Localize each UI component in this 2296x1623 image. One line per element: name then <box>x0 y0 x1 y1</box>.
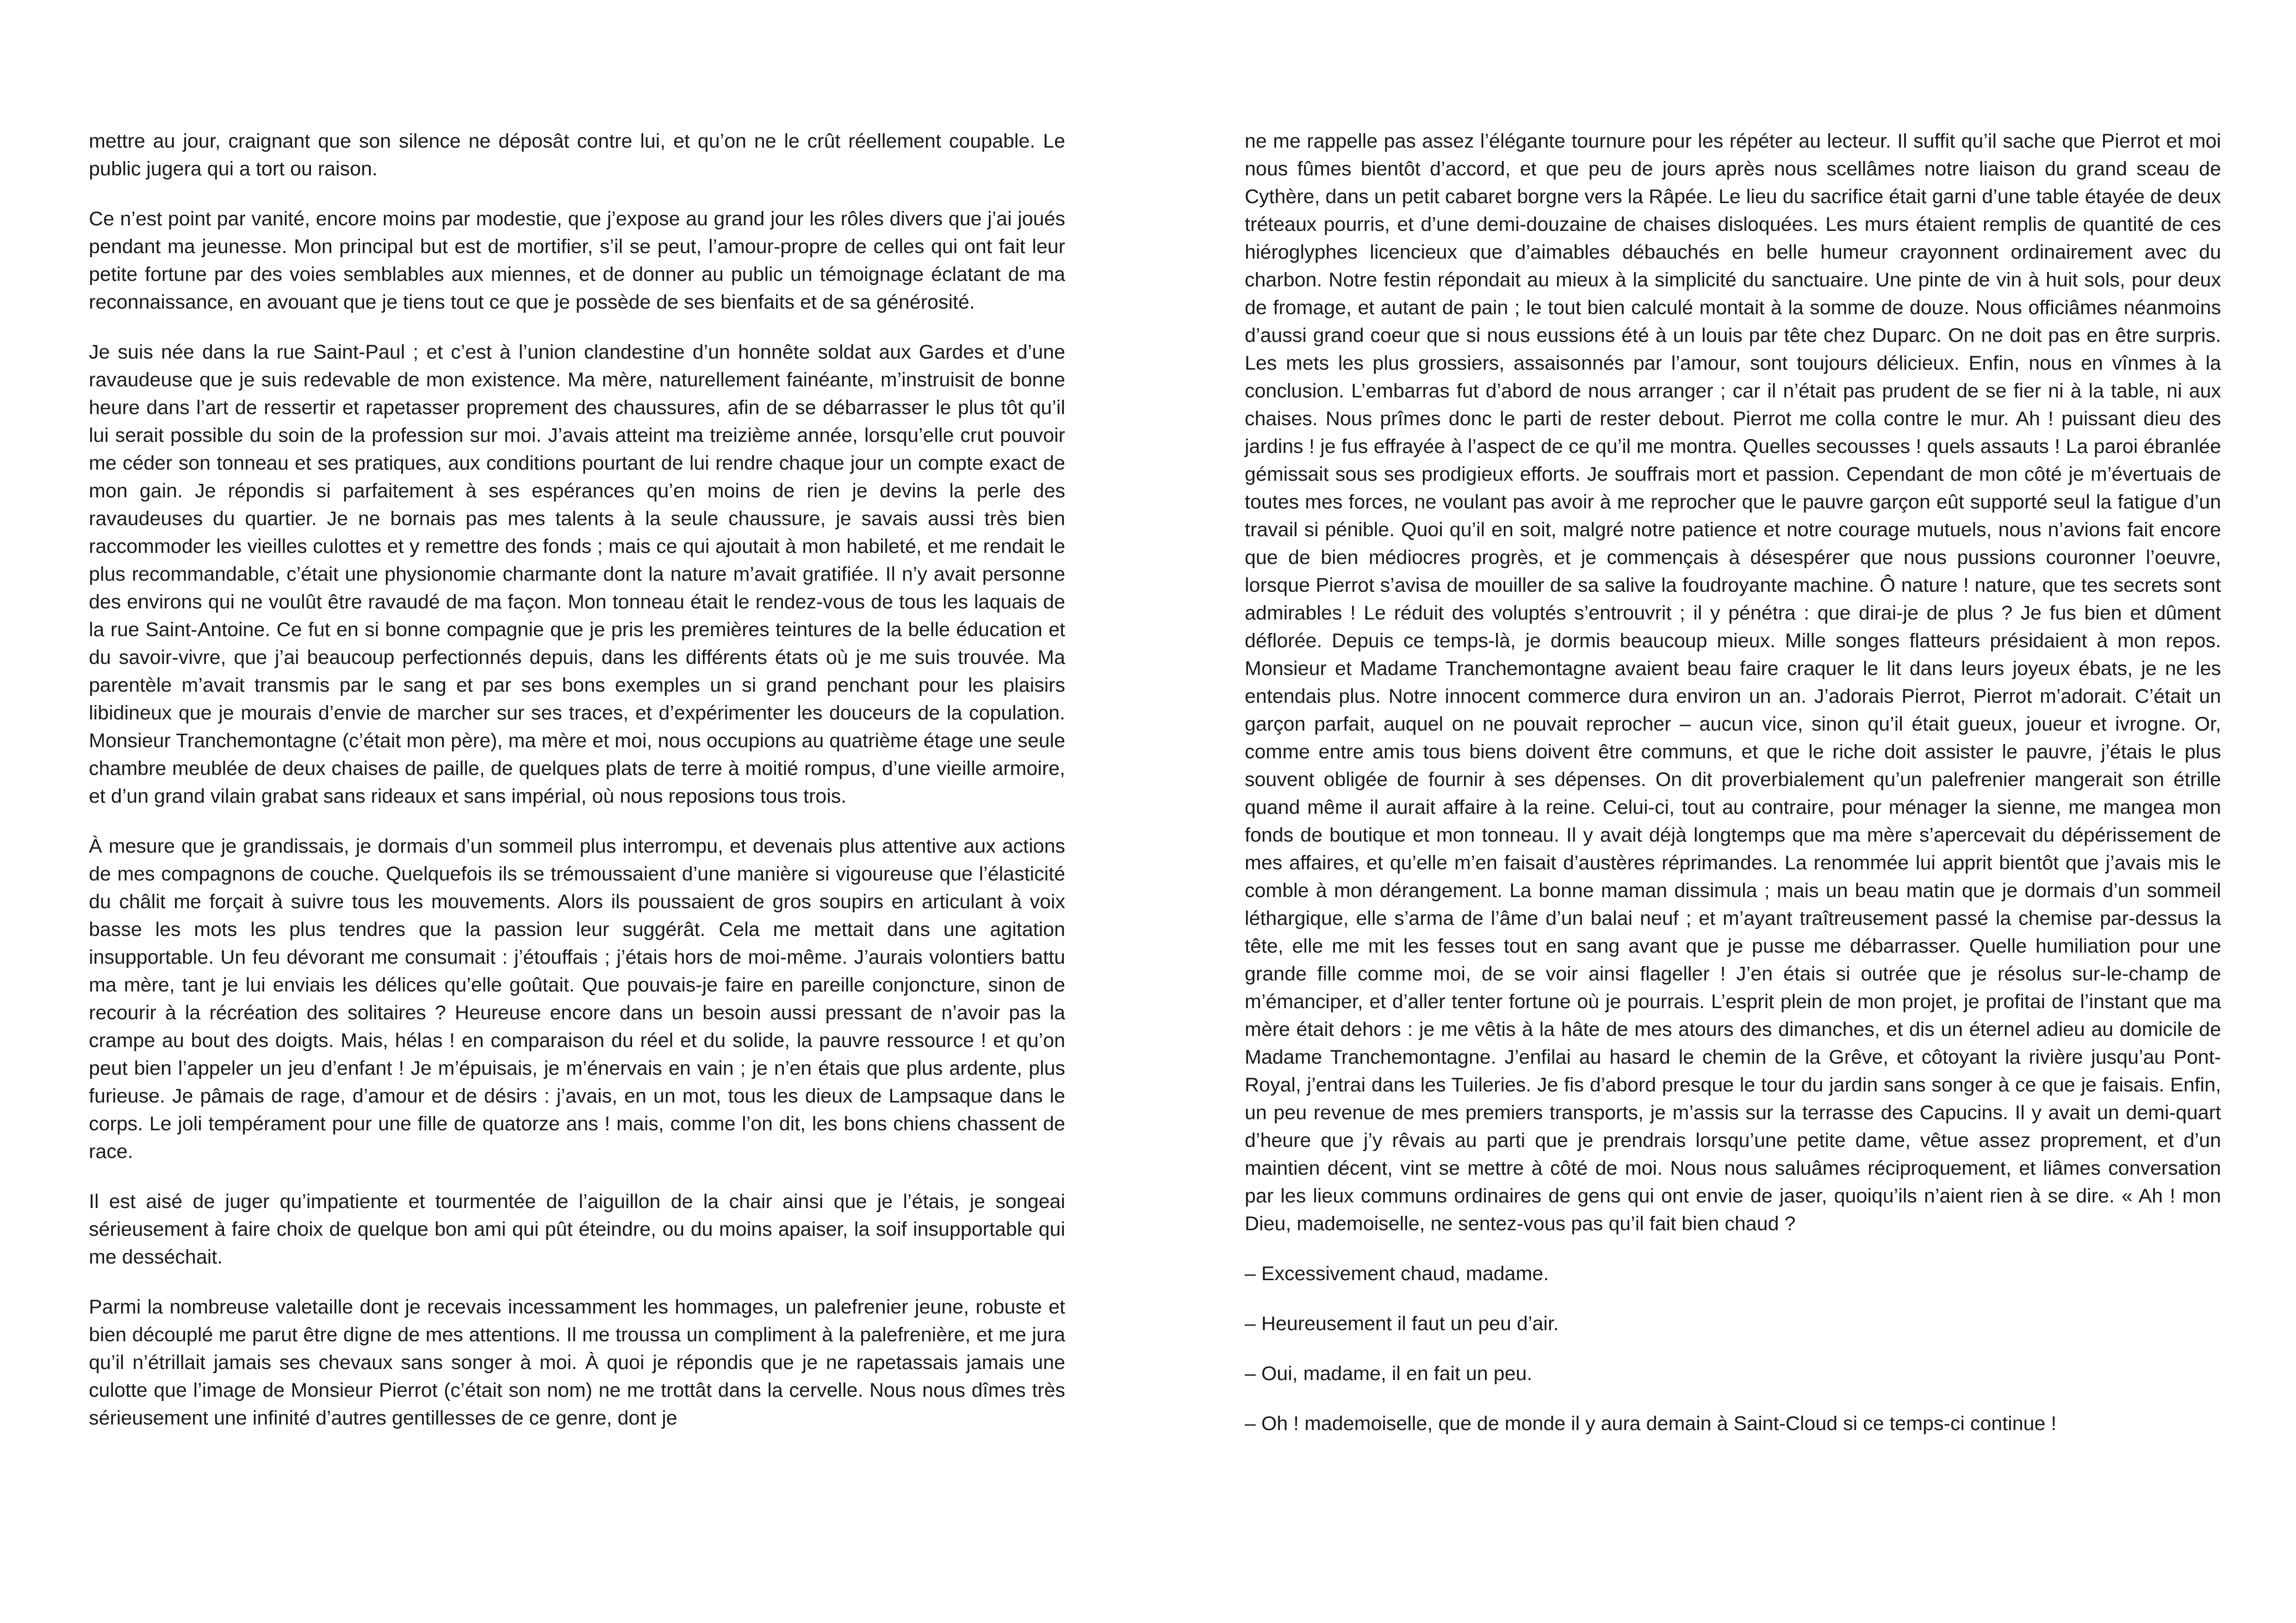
left-paragraph-3: Je suis née dans la rue Saint-Paul ; et c’est à l’union clandestine d’un honnête soldat aux Gardes et d’une ravaudeuse que je suis redevable de mon existence. Ma mère, naturellement fainéante, m’instruisit de bonne heure dans l’art de ressertir et rapetasser proprement des chaussures, afin de se débarrasser le plus tôt qu’il lui serait possible du soin de la profession sur moi. J’avais atteint ma treizième année, lorsqu’elle crut pouvoir me céder son tonneau et ses pratiques, aux conditions pourtant de lui rendre chaque jour un compte exact de mon gain. Je répondis si parfaitement à ses espérances qu’en moins de rien je devins la perle des ravaudeuses du quartier. Je ne bornais pas mes talents à la seule chaussure, je savais aussi très bien raccommoder les vieilles culottes et y remettre des fonds ; mais ce qui ajoutait à mon habileté, et me rendait le plus recommandable, c’était une physionomie charmante dont la nature m’avait gratifiée. Il n’y avait personne des environs qui ne voulût être ravaudé de ma façon. Mon tonneau était le rendez-vous de tous les laquais de la rue Saint-Antoine. Ce fut en si bonne compagnie que je pris les premières teintures de la belle éducation et du savoir-vivre, que j’ai beaucoup perfectionnés depuis, dans les différents états où je me suis trouvée. Ma parentèle m’avait transmis par le sang et par ses bons exemples un si grand penchant pour les plaisirs libidineux que je mourais d’envie de marcher sur ses traces, et d’expérimenter les douceurs de la copulation. Monsieur Tranchemontagne (c’était mon père), ma mère et moi, nous occupions au quatrième étage une seule chambre meublée de deux chaises de paille, de quelques plats de terre à moitié rompus, d’une vieille armoire, et d’un grand vilain grabat sans rideaux et sans impérial, où nous reposions tous trois. <box>89 341 1065 807</box>
left-page <box>89 127 1065 1454</box>
left-paragraph-6: Parmi la nombreuse valetaille dont je recevais incessamment les hommages, un palefrenier jeune, robuste et bien découplé me parut être digne de mes attentions. Il me troussa un compliment à la palefrenière, et me jura qu’il n’étrillait jamais ses chevaux sans songer à moi. À quoi je répondis que je ne rapetassais jamais une culotte que l’image de Monsieur Pierrot (c’était son nom) ne me trottât dans la cervelle. Nous nous dîmes très sérieusement une infinité d’autres gentillesses de ce genre, dont je <box>89 1296 1065 1429</box>
left-paragraph-2: Ce n’est point par vanité, encore moins par modestie, que j’expose au grand jour les rôles divers que j’ai joués pendant ma jeunesse. Mon principal but est de mortifier, s’il se peut, l’amour-propre de celles qui ont fait leur petite fortune par des voies semblables aux miennes, et de donner au public un témoignage éclatant de ma reconnaissance, en avouant que je tiens tout ce que je possède de ses bienfaits et de sa générosité. <box>89 208 1065 313</box>
right-paragraph-1: ne me rappelle pas assez l’élégante tournure pour les répéter au lecteur. Il suffit qu’il sache que Pierrot et moi nous fûmes bientôt d’accord, et que peu de jours après nous scellâmes notre liaison du grand sceau de Cythère, dans un petit cabaret borgne vers la Râpée. Le lieu du sacrifice était garni d’une table étayée de deux tréteaux pourris, et d’une demi-douzaine de chaises disloquées. Les murs étaient remplis de quantité de ces hiéroglyphes licencieux que d’aimables débauchés en belle humeur crayonnent ordinairement avec du charbon. Notre festin répondait au mieux à la simplicité du sanctuaire. Une pinte de vin à huit sols, pour deux de fromage, et autant de pain ; le tout bien calculé montait à la somme de douze. Nous officiâmes néanmoins d’aussi grand coeur que si nous eussions été à un louis par tête chez Duparc. On ne doit pas en être surpris. Les mets les plus grossiers, assaisonnés par l’amour, sont toujours délicieux. Enfin, nous en vînmes à la conclusion. L’embarras fut d’abord de nous arranger ; car il n’était pas prudent de se fier ni à la table, ni aux chaises. Nous prîmes donc le parti de rester debout. Pierrot me colla contre le mur. Ah ! puissant dieu des jardins ! je fus effrayée à l’aspect de ce qu’il me montra. Quelles secousses ! quels assauts ! La paroi ébranlée gémissait sous ses prodigieux efforts. Je souffrais mort et passion. Cependant de mon côté je m’évertuais de toutes mes forces, ne voulant pas avoir à me reprocher que le pauvre garçon eût supporté seul la fatigue d’un travail si pénible. Quoi qu’il en soit, malgré notre patience et notre courage mutuels, nous n’avions fait encore que de bien médiocres progrès, et je commençais à désespérer que nous pussions couronner l’oeuvre, lorsque Pierrot s’avisa de mouiller de sa salive la foudroyante machine. Ô nature ! nature, que tes secrets sont admirables ! Le réduit des voluptés s’entrouvrit ; il y pénétra : que dirai-je de plus ? Je fus bien et dûment déflorée. Depuis ce temps-là, je dormis beaucoup mieux. Mille songes flatteurs présidaient à mon repos. Monsieur et Madame Tranchemontagne avaient beau faire craquer le lit dans leurs joyeux ébats, je ne les entendais plus. Notre innocent commerce dura environ un an. J’adorais Pierrot, Pierrot m’adorait. C’était un garçon parfait, auquel on ne pouvait reprocher – aucun vice, sinon qu’il était gueux, joueur et ivrogne. Or, comme entre amis tous biens doivent être communs, et que le riche doit assister le pauvre, j’étais le plus souvent obligée de fournir à ses dépenses. On dit proverbialement qu’un palefrenier mangerait son étrille quand même il aurait affaire à la reine. Celui-ci, tout au contraire, pour ménager la sienne, me mangea mon fonds de boutique et mon tonneau. Il y avait déjà longtemps que ma mère s’apercevait du dépérissement de mes affaires, et qu’elle m’en faisait d’austères réprimandes. La renommée lui apprit bientôt que j’avais mis le comble à mon dérangement. La bonne maman dissimula ; mais un beau matin que je dormais d’un sommeil léthargique, elle s’arma de l’âme d’un balai neuf ; et m’ayant traîtreusement passé la chemise par-dessus la tête, elle me mit les fesses tout en sang avant que je pusse me débarrasser. Quelle humiliation pour une grande fille comme moi, de se voir ainsi flageller ! J’en étais si outrée que je résolus sur-le-champ de m’émanciper, et d’aller tenter fortune où je pourrais. L’esprit plein de mon projet, je profitai de l’instant que ma mère était dehors : je me vêtis à la hâte de mes atours des dimanches, et dis un éternel adieu au domicile de Madame Tranchemontagne. J’enfilai au hasard le chemin de la Grêve, et côtoyant la rivière jusqu’au Pont-Royal, j’entrai dans les Tuileries. Je fis d’abord presque le tour du jardin sans songer à ce que je faisais. Enfin, un peu revenue de mes premiers transports, je m’assis sur la terrasse des Capucins. Il y avait un demi-quart d’heure que j’y rêvais au parti que je prendrais lorsqu’une petite dame, vêtue assez proprement, et d’un maintien décent, vint se mettre à côté de moi. Nous nous saluâmes réciproquement, et liâmes conversation par les lieux communs ordinaires de gens qui ont envie de jaser, quoiqu’ils n’aient rien à se dire. « Ah ! mon Dieu, mademoiselle, ne sentez-vous pas qu’il fait bien chaud ? <box>1245 130 2221 1235</box>
left-paragraph-5: Il est aisé de juger qu’impatiente et tourmentée de l’aiguillon de la chair ainsi que je l’étais, je songeai sérieusement à faire choix de quelque bon ami qui pût éteindre, ou du moins apaiser, la soif insupportable qui me desséchait. <box>89 1190 1065 1268</box>
right-page <box>1245 127 2221 1460</box>
left-paragraph-1: mettre au jour, craignant que son silence ne déposât contre lui, et qu’on ne le crût réellement coupable. Le public jugera qui a tort ou raison. <box>89 130 1065 180</box>
dialogue-line-1: – Excessivement chaud, madame. <box>1245 1263 1549 1285</box>
dialogue-line-2: – Heureusement il faut un peu d’air. <box>1245 1313 1559 1335</box>
dialogue-line-4: – Oh ! mademoiselle, que de monde il y aura demain à Saint-Cloud si ce temps-ci continue ! <box>1245 1412 2057 1435</box>
left-paragraph-4: À mesure que je grandissais, je dormais d’un sommeil plus interrompu, et devenais plus attentive aux actions de mes compagnons de couche. Quelquefois ils se trémoussaient d’une manière si vigoureuse que l’élasticité du châlit me forçait à suivre tous les mouvements. Alors ils poussaient de gros soupirs en articulant à voix basse les mots les plus tendres que la passion leur suggérât. Cela me mettait dans une agitation insupportable. Un feu dévorant me consumait : j’étouffais ; j’étais hors de moi-même. J’aurais volontiers battu ma mère, tant je lui enviais les délices qu’elle goûtait. Que pouvais-je faire en pareille conjoncture, sinon de recourir à la récréation des solitaires ? Heureuse encore dans un besoin aussi pressant de n’avoir pas la crampe au bout des doigts. Mais, hélas ! en comparaison du réel et du solide, la pauvre ressource ! et qu’on peut bien l’appeler un jeu d’enfant ! Je m’épuisais, je m’énervais en vain ; je n’en étais que plus ardente, plus furieuse. Je pâmais de rage, d’amour et de désirs : j’avais, en un mot, tous les dieux de Lampsaque dans le corps. Le joli tempérament pour une fille de quatorze ans ! mais, comme l’on dit, les bons chiens chassent de race. <box>89 835 1065 1163</box>
dialogue-line-3: – Oui, madame, il en fait un peu. <box>1245 1363 1533 1385</box>
